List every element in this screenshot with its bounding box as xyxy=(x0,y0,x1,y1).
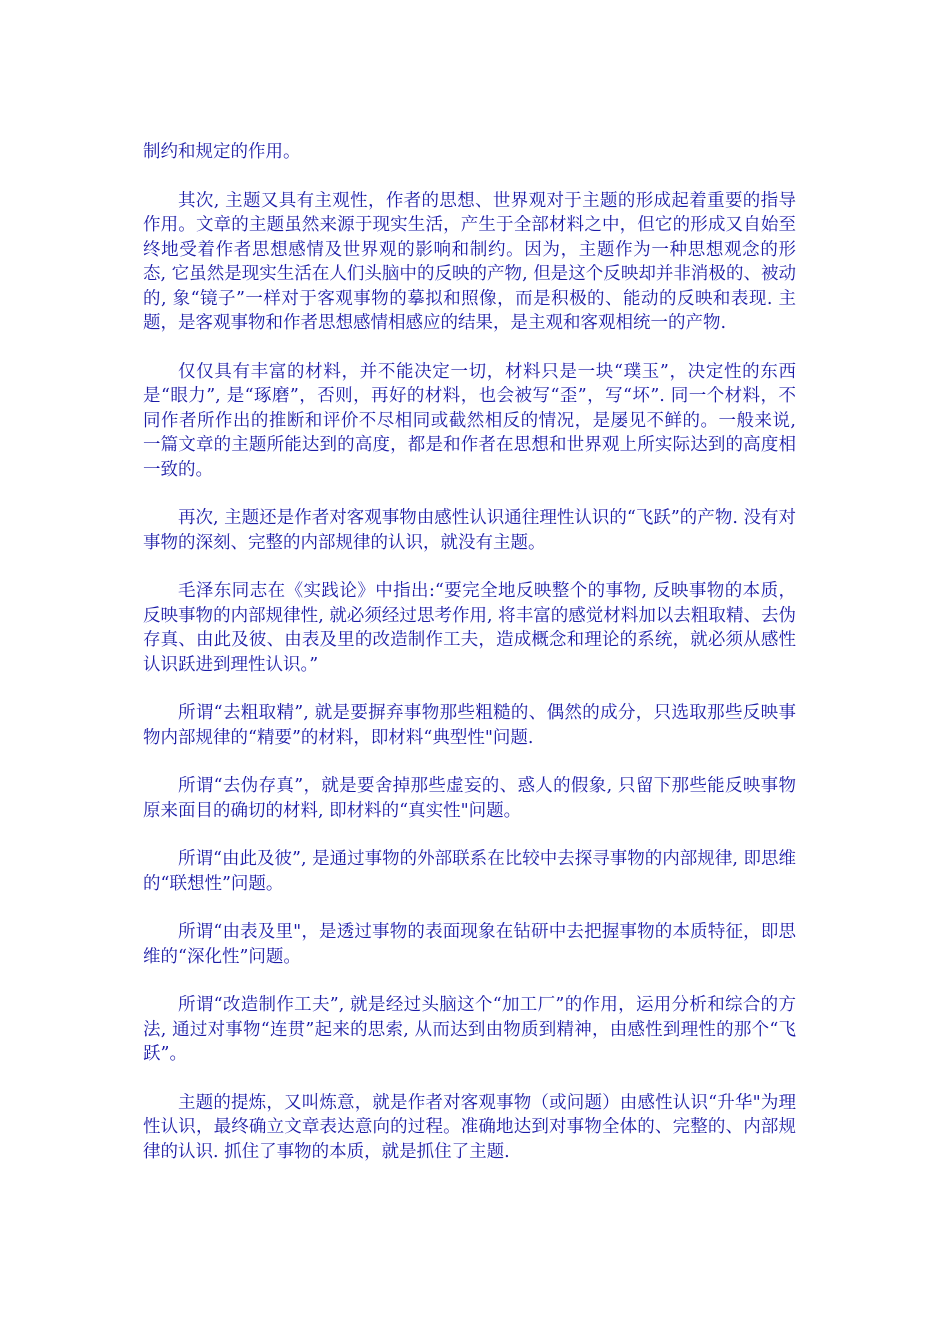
document-body xyxy=(143,140,796,1188)
paragraph-4: 再次, 主题还是作者对客观事物由感性认识通往理性认识的“飞跃”的产物. 没有对事物的深刻、完整的内部规律的认识，就没有主题。 xyxy=(143,508,796,553)
paragraph-2: 其次, 主题又具有主观性，作者的思想、世界观对于主题的形成起着重要的指导作用。文章的主题虽然来源于现实生活，产生于全部材料之中，但它的形成又自始至终地受着作者思想感情及世界观的影响和制约。因为，主题作为一种思想观念的形态, 它虽然是现实生活在人们头脑中的反映的产物, 但是这个反映却并非消极的、被动的, 象“镜子”一样对于客观事物的摹拟和照像，而是积极的、能动的反映和表现. 主题，是客观事物和作者思想感情相感应的结果，是主观和客观相统一的产物. xyxy=(143,190,796,333)
paragraph-1: 制约和规定的作用。 xyxy=(143,142,301,162)
paragraph-9: 所谓“由表及里"，是透过事物的表面现象在钻研中去把握事物的本质特征，即思维的“深化性”问题。 xyxy=(143,922,796,967)
paragraph-8: 所谓“由此及彼”, 是通过事物的外部联系在比较中去探寻事物的内部规律, 即思维的“联想性”问题。 xyxy=(143,849,796,894)
paragraph-3: 仅仅具有丰富的材料，并不能决定一切，材料只是一块“璞玉”，决定性的东西是“眼力”, 是“琢磨”，否则，再好的材料，也会被写“歪”，写“坏”. 同一个材料，不同作者所作出的推断和评价不尽相同或截然相反的情况，是屡见不鲜的。一般来说, 一篇文章的主题所能达到的高度，都是和作者在思想和世界观上所实际达到的高度相一致的。 xyxy=(143,361,796,480)
paragraph-6: 所谓“去粗取精”, 就是要摒弃事物那些粗糙的、偶然的成分，只选取那些反映事物内部规律的“精要”的材料，即材料“典型性"问题. xyxy=(143,703,796,748)
paragraph-11: 主题的提炼，又叫炼意，就是作者对客观事物（或问题）由感性认识“升华"为理性认识，最终确立文章表达意向的过程。准确地达到对事物全体的、完整的、内部规律的认识. 抓住了事物的本质，就是抓住了主题. xyxy=(143,1092,796,1162)
paragraph-10: 所谓“改造制作工夫”, 就是经过头脑这个“加工厂”的作用，运用分析和综合的方法, 通过对事物“连贯”起来的思索, 从而达到由物质到精神，由感性到理性的那个“飞跃”。 xyxy=(143,995,796,1064)
paragraph-7: 所谓“去伪存真”，就是要舍掉那些虚妄的、惑人的假象, 只留下那些能反映事物原来面目的确切的材料, 即材料的“真实性"问题。 xyxy=(143,776,796,821)
paragraph-5: 毛泽东同志在《实践论》中指出:“要完全地反映整个的事物, 反映事物的本质，反映事物的内部规律性, 就必须经过思考作用, 将丰富的感觉材料加以去粗取精、去伪存真、由此及彼、由表及里的改造制作工夫，造成概念和理论的系统，就必须从感性认识跃进到理性认识。” xyxy=(143,581,796,675)
